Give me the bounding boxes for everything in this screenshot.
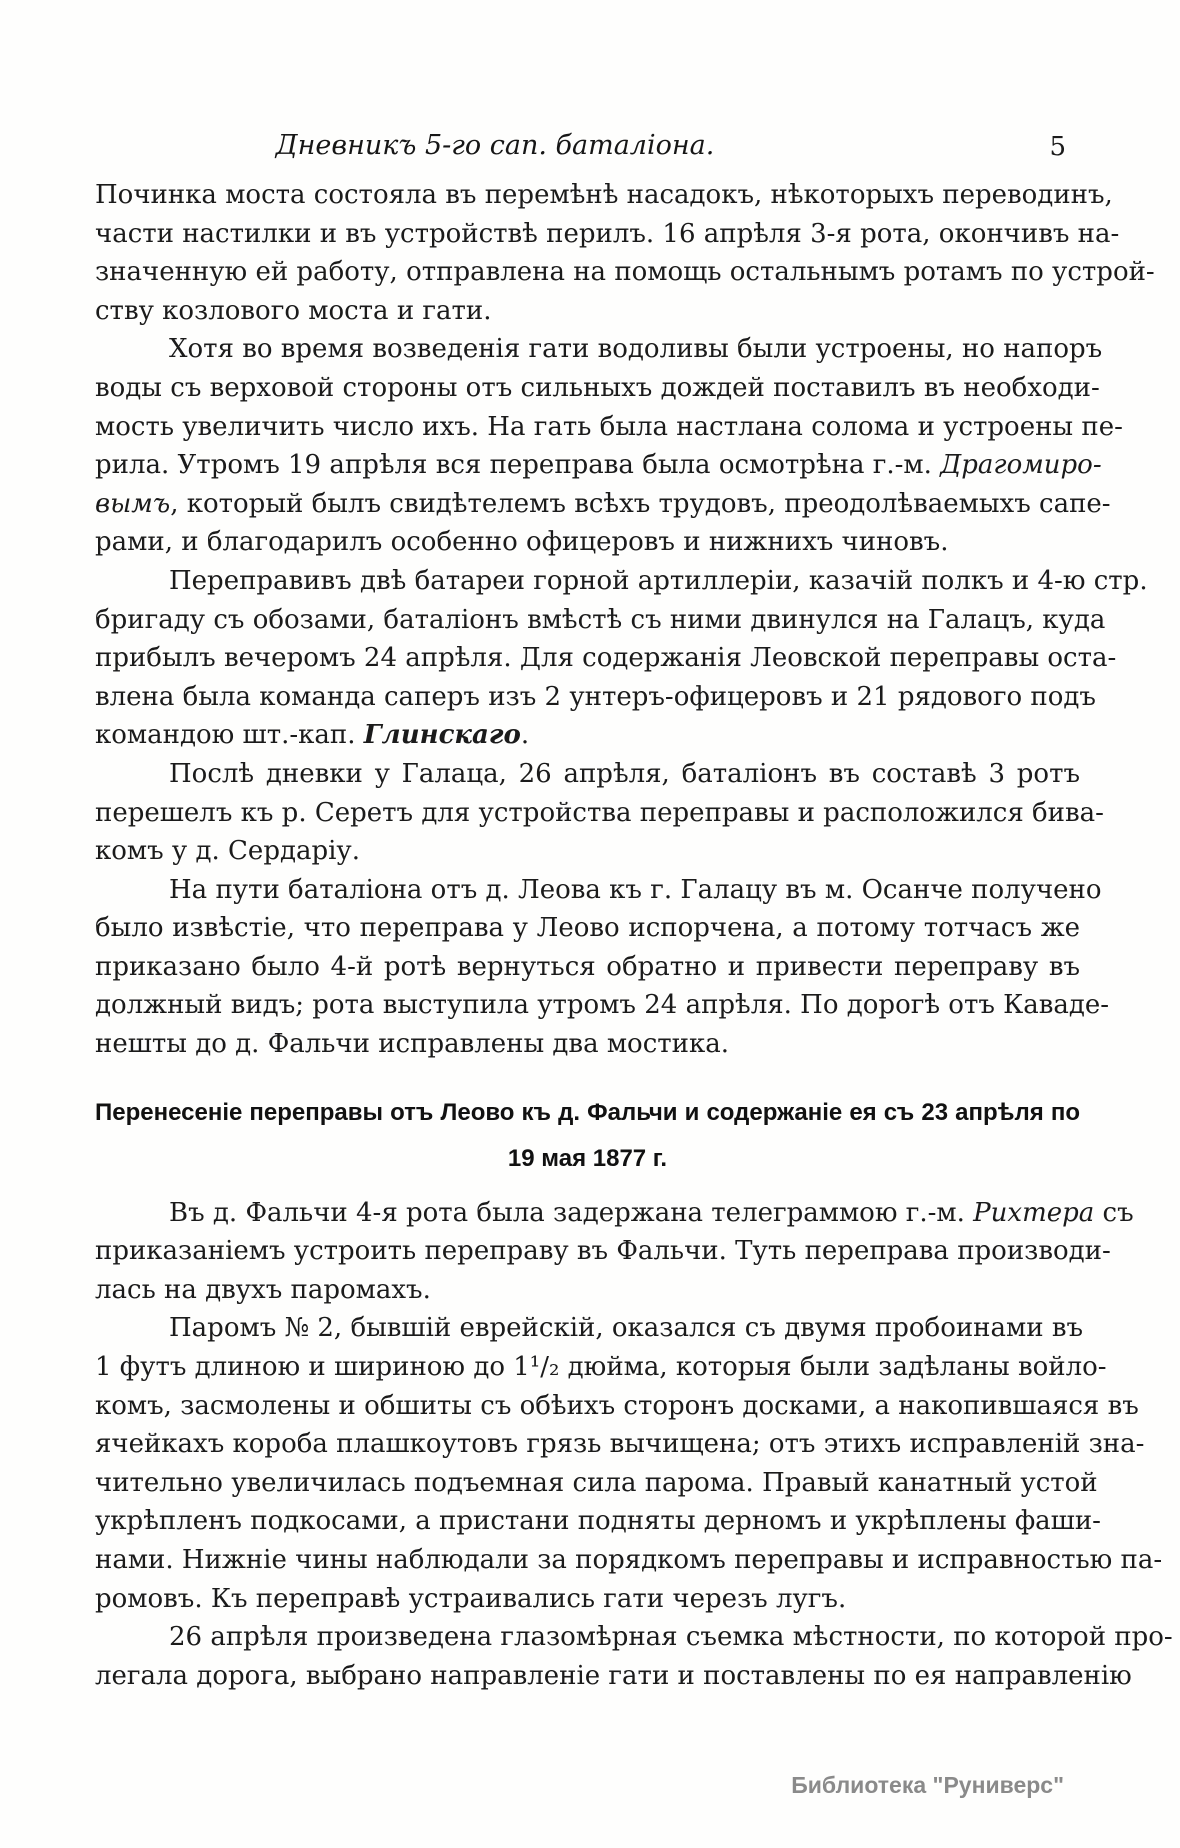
- text-line: [95, 871, 1102, 910]
- text-line: [95, 601, 1106, 640]
- text-line: [95, 678, 1096, 717]
- text-segment: легала дорога, выбрано направленіе гати и поставлены по ея направленію: [95, 1660, 1132, 1691]
- text-line: [95, 1425, 1145, 1464]
- text-line: [95, 1464, 1098, 1503]
- text-segment: нешты до д. Фальчи исправлены два мостика.: [95, 1029, 730, 1060]
- text-segment: укрѣпленъ подкосами, а пристани подняты дерномъ и укрѣплены фаши-: [95, 1506, 1101, 1537]
- text-line: [95, 485, 1111, 524]
- text-segment: мость увеличить число ихъ. На гать была настлана солома и устроены пе-: [95, 411, 1123, 442]
- text-line: [95, 215, 1120, 254]
- text-segment: части настилки и въ устройствѣ перилъ. 16 апрѣля 3-я рота, окончивъ на-: [95, 218, 1120, 249]
- text-segment: рила. Утромъ 19 апрѣля вся переправа была осмотрѣна г.-м.: [95, 450, 941, 481]
- text-segment: прибылъ вечеромъ 24 апрѣля. Для содержанія Леовской переправы оста-: [95, 643, 1117, 674]
- text-segment: Послѣ дневки у Галаца, 26 апрѣля, баталіонъ въ составѣ 3 ротъ: [169, 758, 1080, 789]
- text-line: [95, 1232, 1111, 1271]
- text-segment: командою шт.-кап.: [95, 720, 364, 751]
- text-line: [95, 330, 1103, 369]
- text-line: [95, 253, 1155, 292]
- text-segment: Рихтера: [973, 1197, 1095, 1228]
- text-line: [95, 562, 1148, 601]
- text-line: [95, 1502, 1101, 1541]
- text-segment: вымъ: [95, 488, 171, 519]
- text-line: [95, 1348, 1107, 1387]
- text-segment: ячейкахъ короба плашкоутовъ грязь вычищена; отъ этихъ исправленій зна-: [95, 1429, 1145, 1460]
- text-segment: Хотя во время возведенія гати водоливы были устроены, но напоръ: [169, 334, 1103, 365]
- text-segment: 26 апрѣля произведена глазомѣрная съемка мѣстности, по которой про-: [169, 1622, 1173, 1653]
- text-line: [95, 909, 1080, 948]
- body-text: [95, 176, 1173, 1695]
- text-segment: комъ у д. Сердаріу.: [95, 836, 360, 867]
- text-line: [95, 832, 1080, 871]
- text-line: [95, 176, 1113, 215]
- text-segment: бригаду съ обозами, баталіонъ вмѣстѣ съ ними двинулся на Галацъ, куда: [95, 604, 1106, 635]
- text-segment: Переправивъ двѣ батареи горной артиллеріи, казачій полкъ и 4-ю стр.: [169, 565, 1148, 596]
- section-heading: [95, 1090, 1080, 1182]
- text-line: [95, 1271, 1080, 1310]
- text-segment: Глинскаго: [363, 720, 521, 751]
- text-line: [95, 1025, 1080, 1064]
- text-segment: воды съ верховой стороны отъ сильныхъ дождей поставилъ въ необходи-: [95, 372, 1100, 403]
- text-segment: лась на двухъ паромахъ.: [95, 1274, 431, 1305]
- text-line: [95, 1541, 1163, 1580]
- page-number: 5: [1049, 132, 1066, 162]
- text-segment: комъ, засмолены и обшиты съ обѣихъ сторонъ досками, а накопившаяся въ: [95, 1390, 1139, 1421]
- text-line: [95, 523, 1080, 562]
- section-heading-line-2: 19 мая 1877 г.: [507, 1144, 668, 1172]
- running-header-title: Дневникъ 5-го сап. баталіона.: [275, 130, 715, 161]
- text-segment: 1 футъ длиною и шириною до 1¹/₂ дюйма, которыя были задѣланы войло-: [95, 1352, 1107, 1383]
- text-segment: ромовъ. Къ переправѣ устраивались гати черезъ лугъ.: [95, 1583, 847, 1614]
- text-segment: рами, и благодарилъ особенно офицеровъ и нижнихъ чиновъ.: [95, 527, 949, 558]
- text-line: [95, 1194, 1134, 1233]
- text-segment: Починка моста состояла въ перемѣнѣ насадокъ, нѣкоторыхъ переводинъ,: [95, 180, 1113, 210]
- text-line: [95, 755, 1080, 794]
- text-segment: нами. Нижніе чины наблюдали за порядкомъ переправы и исправностью па-: [95, 1545, 1163, 1575]
- running-header: [95, 130, 1080, 170]
- text-segment: значенную ей работу, отправлена на помощь остальнымъ ротамъ по устрой-: [95, 257, 1155, 288]
- paragraphs-before-heading: [95, 176, 1155, 1064]
- text-segment: было извѣстіе, что переправа у Леово испорчена, а потому тотчасъ же: [95, 913, 1080, 944]
- text-segment: съ: [1094, 1197, 1134, 1228]
- text-line: [95, 639, 1117, 678]
- text-line: [95, 446, 1102, 485]
- text-segment: Драгомиро-: [940, 450, 1102, 481]
- text-line: [95, 794, 1104, 833]
- text-line: [95, 948, 1080, 987]
- text-segment: приказано было 4-й ротѣ вернуться обратно и привести переправу въ: [95, 951, 1080, 982]
- section-heading-line-1: Перенесеніе переправы отъ Леово къ д. Фальчи и содержаніе ея съ 23 апрѣля по: [95, 1098, 1080, 1126]
- text-line: [95, 292, 1080, 331]
- text-segment: перешелъ къ р. Серетъ для устройства переправы и расположился бива-: [95, 797, 1104, 828]
- text-line: [95, 716, 1080, 755]
- text-segment: ству козлового моста и гати.: [95, 295, 492, 326]
- text-line: [95, 1387, 1139, 1426]
- text-line: [95, 369, 1100, 408]
- text-line: [95, 408, 1123, 447]
- text-segment: влена была команда саперъ изъ 2 унтеръ-офицеровъ и 21 рядового подъ: [95, 681, 1096, 712]
- text-segment: Паромъ № 2, бывшій еврейскій, оказался съ двумя пробоинами въ: [169, 1313, 1083, 1344]
- text-segment: должный видъ; рота выступила утромъ 24 апрѣля. По дорогѣ отъ Каваде-: [95, 990, 1110, 1021]
- text-line: [95, 1309, 1083, 1348]
- text-line: [95, 1580, 1080, 1619]
- text-segment: чительно увеличилась подъемная сила парома. Правый канатный устой: [95, 1467, 1098, 1498]
- text-line: [95, 986, 1110, 1025]
- library-watermark: Библиотека "Руниверс": [791, 1772, 1064, 1798]
- text-line: [95, 1618, 1173, 1657]
- text-segment: Въ д. Фальчи 4-я рота была задержана телеграммою г.-м.: [169, 1197, 974, 1228]
- text-segment: приказаніемъ устроить переправу въ Фальчи. Туть переправа производи-: [95, 1236, 1111, 1267]
- text-line: [95, 1657, 1132, 1696]
- text-segment: На пути баталіона отъ д. Леова къ г. Галацу въ м. Осанче получено: [169, 874, 1102, 905]
- text-segment: , который былъ свидѣтелемъ всѣхъ трудовъ, преодолѣваемыхъ сапе-: [170, 488, 1111, 519]
- paragraphs-after-heading: [95, 1194, 1173, 1696]
- text-segment: .: [520, 720, 530, 751]
